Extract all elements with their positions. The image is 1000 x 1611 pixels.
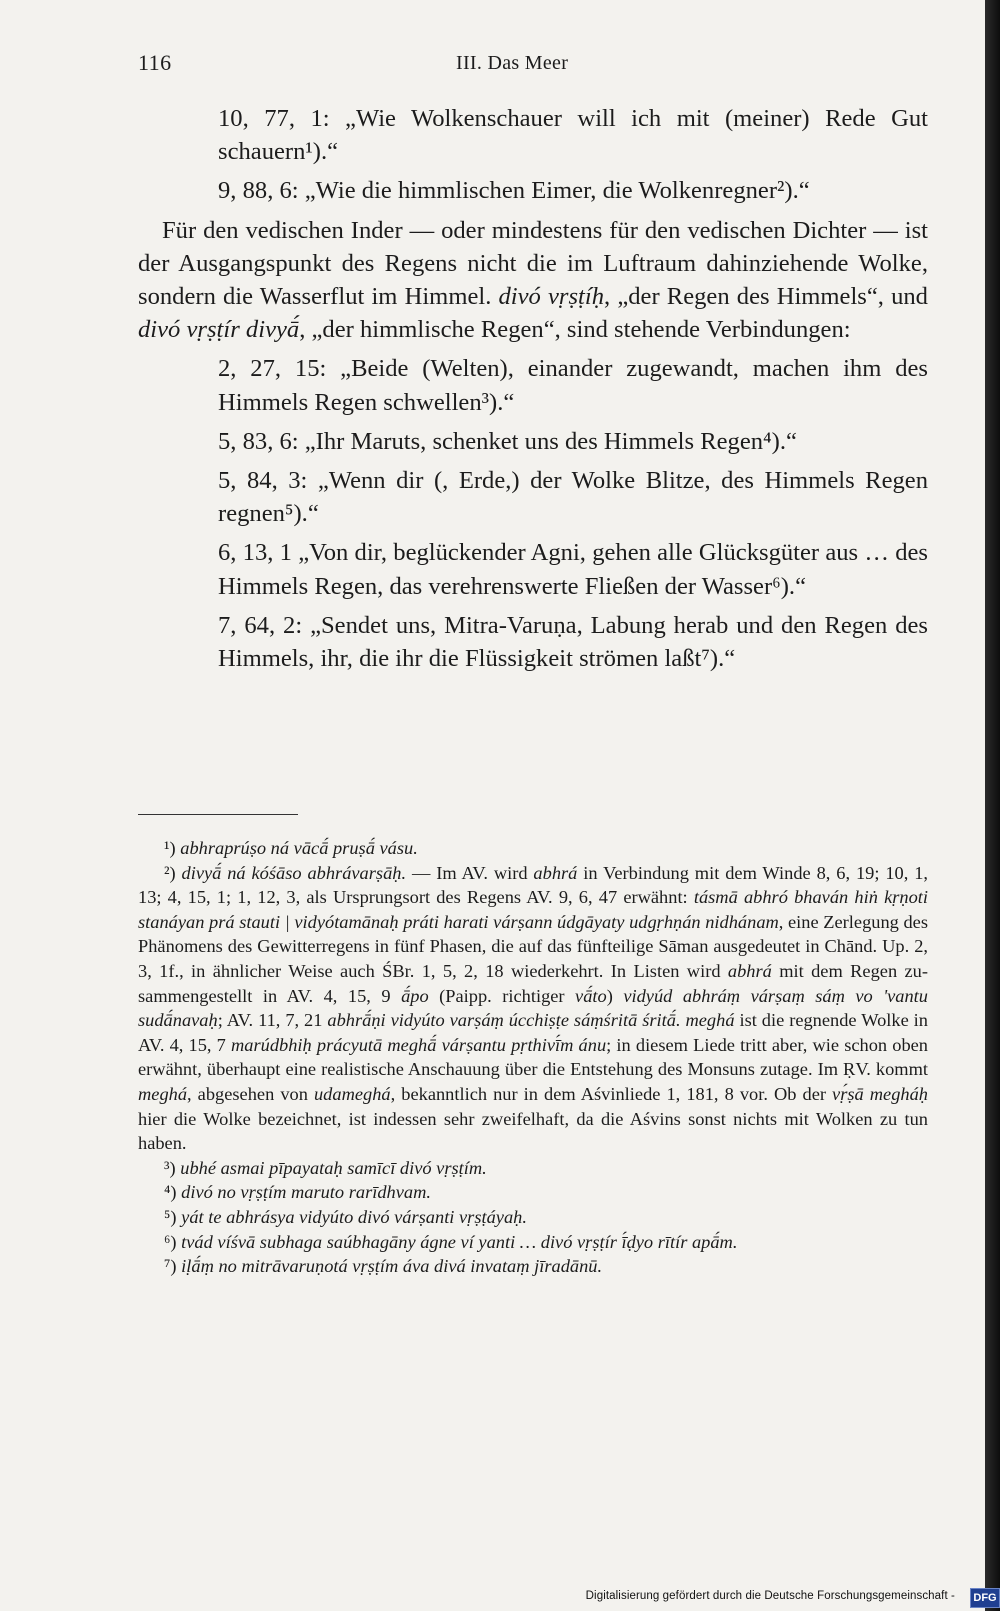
page-header: [138, 46, 928, 82]
footnote-divider: [138, 814, 298, 815]
footnote-marker: ¹): [164, 838, 176, 858]
sanskrit-term: udameghá: [313, 1083, 391, 1104]
paragraph-text-c: , „der himmlische Regen“, sind stehende Verbindungen:: [299, 316, 851, 344]
quote-5-84-3: 5, 84, 3: „Wenn dir (, Erde,) der Wolke Blitze, des Himmels Regen regnen⁵).“: [218, 467, 928, 528]
footnote-text: — Im AV. wird: [406, 862, 534, 883]
footnote-1: [138, 836, 928, 861]
footnote-text: tvád víśvā subhaga saúbhagāny ágne ví yanti … divó vṛṣṭír ī́ḍyo rītír apā́m.: [181, 1231, 738, 1252]
quote-6-13-1: 6, 13, 1 „Von dir, beglückender Agni, gehen alle Glücksgüter aus … des Himmels Regen, das verehrenswerte Fließen der Wasser⁶).“: [218, 539, 928, 600]
footnote-text: ; AV. 11, 7, 21: [217, 1010, 328, 1031]
footnote-text: , eine Zerlegung des Phänomens des Gewitterregens in fünf Phasen, die auf das fünfteilige Sāman ausgedeutet in Chānd. Up. 2, 3, 1f., in ähnlicher Weise auch ŚBr. 1, 5, 2, 18 wiederkehrt. In Listen wird: [138, 911, 928, 981]
footnote-text: hier die Wolke bezeichnet, ist indessen sehr zweifelhaft, da die Aśvins sonst nichts mit Wolken zu tun haben.: [138, 1108, 928, 1154]
quote-9-88-6: 9, 88, 6: „Wie die himmlischen Eimer, die Wolkenregner²).“: [218, 177, 810, 205]
footnote-3: [138, 1156, 928, 1181]
footnote-4: [138, 1180, 928, 1205]
sanskrit-term: abhrá: [533, 862, 578, 883]
footnote-text: abhraprúṣo ná vācā́ pruṣā́ vásu.: [180, 838, 418, 858]
paragraph-vedic-rain: [138, 214, 928, 347]
footnote-text: , bekanntlich nur in dem Aśvinliede 1, 181, 8 vor. Ob der: [390, 1083, 833, 1104]
running-title: III. Das Meer: [456, 52, 569, 74]
footnote-2: [138, 861, 928, 1156]
footnote-marker: ⁵): [164, 1206, 177, 1227]
quote-5-83-6: 5, 83, 6: „Ihr Maruts, schenket uns des Himmels Regen⁴).“: [218, 427, 797, 455]
sanskrit-term: abhrā́ṇi vidyúto varṣáṃ úcchiṣṭe sáṃśritā śritā́. meghá: [327, 1010, 735, 1031]
footnote-text: in Verbindung mit dem Winde 8, 6, 19; 10, 1, 13; 4, 15, 1; 1, 12, 3, als Ursprungsort des Regens AV. 9, 6, 47 erwähnt:: [138, 862, 929, 908]
scan-edge-shadow: [985, 0, 1000, 1611]
footnote-text: , abgesehen von: [187, 1083, 314, 1104]
quote-7-64-2: 7, 64, 2: „Sendet uns, Mitra-Varuṇa, Labung herab und den Regen des Himmels, ihr, die ihr die Flüssigkeit strömen laßt⁷).“: [218, 611, 928, 673]
footnote-text: iḷā́ṃ no mitrāvaruṇotá vṛṣṭím áva divá invataṃ jīradānū.: [181, 1256, 603, 1277]
sanskrit-term: tásmā abhró bhaván hiṅ kṛṇoti stanáyan prá stauti | vidyótamānaḥ práti harati várṣann údgāyaty udgṛhṇán nidhánam: [138, 887, 928, 932]
footnote-marker: ⁴): [164, 1182, 177, 1203]
quote-2-27-15: 2, 27, 15: „Beide (Welten), einander zugewandt, machen ihm des Himmels Regen schwellen³).“: [218, 355, 928, 416]
paragraph-text-a: Für den vedischen Inder — oder mindestens für den vedischen Dichter — ist der Ausgangspunkt des Regens nicht die im Luftraum dahinziehende Wolke, sondern die Wasserflut im Himmel.: [138, 216, 928, 311]
sanskrit-term: vṛ́ṣā megháḥ: [832, 1083, 928, 1104]
sanskrit-term: marúdbhiḥ prácyutā meghā́ várṣantu pṛthivī́m ánu: [231, 1034, 607, 1055]
page-number: 116: [138, 50, 172, 75]
footnote-marker: ⁷): [164, 1256, 177, 1277]
sanskrit-term: abhrá: [727, 960, 772, 981]
footnote-text: ): [606, 985, 624, 1006]
footnote-text: (Paipp. richtiger: [428, 985, 576, 1006]
footnote-marker: ²): [164, 862, 176, 883]
footnote-7: [138, 1254, 928, 1279]
footnote-text: ; in diesem Liede tritt aber, wie schon oben erwähnt, überhaupt eine realistische Anschauung über die Entstehung des Monsuns zutage. Im ṚV. kommt: [138, 1034, 928, 1080]
footnote-text: ist die regnende Wolke in AV. 4, 15, 7: [138, 1010, 928, 1055]
footnote-marker: ⁶): [164, 1231, 177, 1252]
digitization-credit: Digitalisierung gefördert durch die Deutsche Forschungsgemeinschaft -: [585, 1590, 955, 1602]
sanskrit-term: ā́po: [401, 985, 429, 1006]
sanskrit-term: meghá: [138, 1083, 188, 1104]
sanskrit-term: vidyúd abhráṃ várṣaṃ sáṃ vo 'vantu sudā́navaḥ: [138, 985, 928, 1031]
footnote-text: ubhé asmai pīpayataḥ samīcī divó vṛṣṭím.: [180, 1157, 487, 1178]
sanskrit-term: divó vṛṣṭíḥ: [498, 283, 605, 311]
footnote-text: yát te abhrásya vidyúto divó várṣanti vṛṣṭáyaḥ.: [181, 1206, 527, 1227]
footnotes: [138, 836, 928, 1279]
sanskrit-term: divyā́ ná kóśāso abhrávarṣāḥ.: [181, 862, 407, 883]
main-text: [138, 102, 928, 675]
footnote-5: [138, 1205, 928, 1230]
paragraph-text-b: , „der Regen des Himmels“, und: [604, 283, 928, 311]
footnote-6: [138, 1230, 928, 1255]
quote-10-77-1: 10, 77, 1: „Wie Wolkenschauer will ich mit (meiner) Rede Gut schauern¹).“: [218, 105, 928, 166]
footnote-marker: ³): [164, 1157, 176, 1178]
footnote-text: divó no vṛṣṭím maruto rarīdhvam.: [181, 1182, 431, 1203]
footnote-text: mit dem Regen zusammengestellt in AV. 4, 15, 9: [138, 960, 928, 1006]
sanskrit-term: divó vṛṣṭír divyā́: [138, 316, 300, 344]
dfg-logo: DFG: [970, 1588, 1000, 1608]
sanskrit-term: vā́to: [575, 985, 607, 1006]
